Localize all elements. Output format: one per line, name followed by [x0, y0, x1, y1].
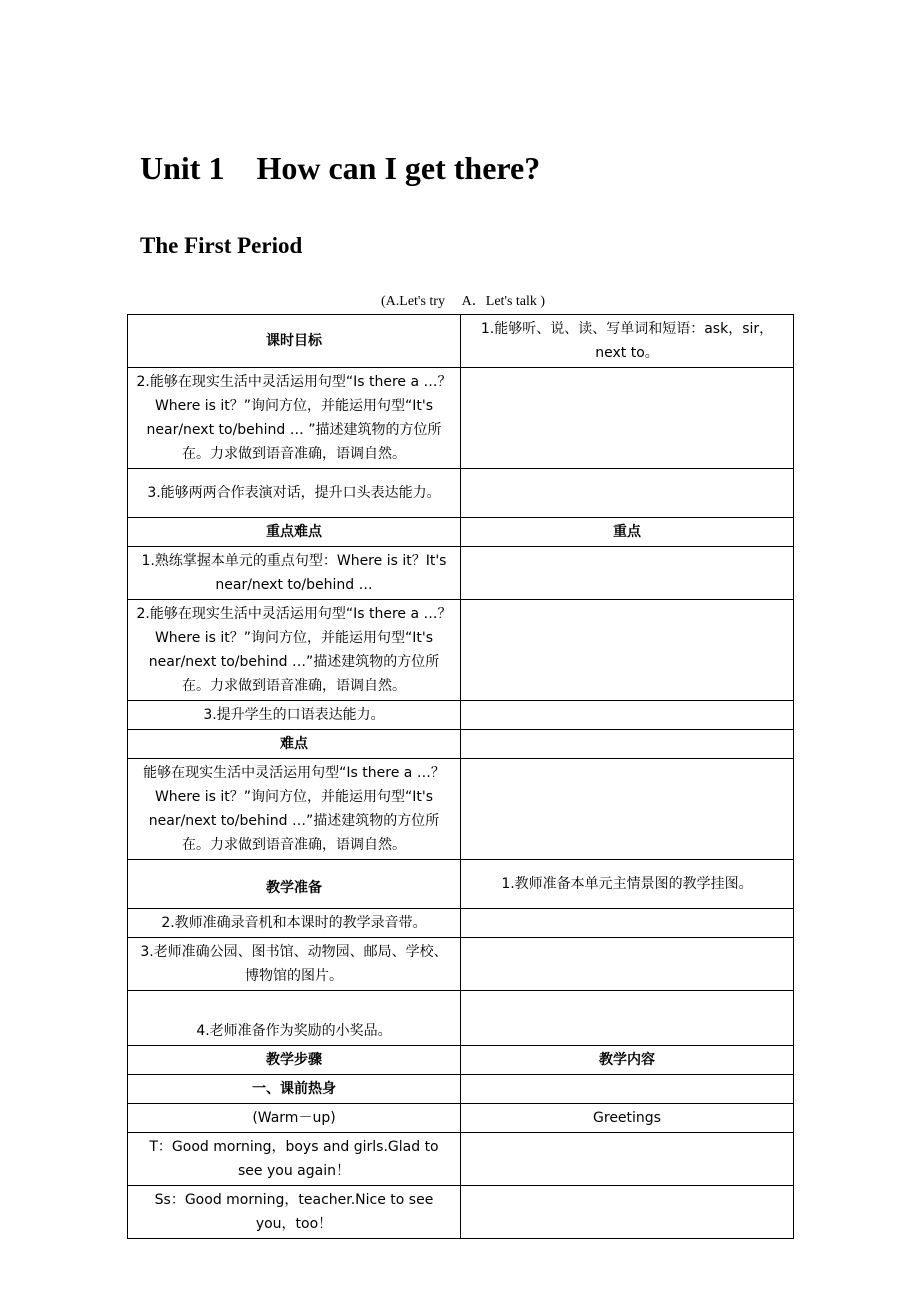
table-cell	[461, 547, 794, 600]
table-cell: 3.老师准确公园、图书馆、动物园、邮局、学校、博物馆的图片。	[128, 938, 461, 991]
table-row	[128, 1075, 794, 1104]
table-cell	[461, 368, 794, 469]
table-cell: 难点	[128, 730, 461, 759]
table-cell: 1.熟练掌握本单元的重点句型：Where is it？It's near/next to/behind …	[128, 547, 461, 600]
table-cell	[461, 701, 794, 730]
table-cell: 能够在现实生活中灵活运用句型“Is there a …？Where is it？”询问方位，并能运用句型“It's near/next to/behind …”描述建筑物的方位所在。力求做到语音准确，语调自然。	[128, 759, 461, 860]
table-row	[128, 759, 794, 860]
table-row	[128, 1104, 794, 1133]
table-cell: 教学内容	[461, 1046, 794, 1075]
table-cell: 1.能够听、说、读、写单词和短语：ask，sir，next to。	[461, 315, 794, 368]
table-cell: 课时目标	[128, 315, 461, 368]
table-cell: 教学准备	[128, 860, 461, 909]
table-row	[128, 315, 794, 368]
table-cell: 2.教师准确录音机和本课时的教学录音带。	[128, 909, 461, 938]
table-cell: 2.能够在现实生活中灵活运用句型“Is there a …？Where is it？”询问方位，并能运用句型“It's near/next to/behind … ”描述建筑物的方位所在。力求做到语音准确，语调自然。	[128, 368, 461, 469]
table-cell: Greetings	[461, 1104, 794, 1133]
table-cell: (Warm－up)	[128, 1104, 461, 1133]
table-cell	[461, 991, 794, 1046]
table-cell	[461, 938, 794, 991]
table-row	[128, 860, 794, 909]
period-title: The First Period	[140, 233, 303, 258]
table-cell	[461, 1186, 794, 1239]
table-cell: 3.能够两两合作表演对话，提升口头表达能力。	[128, 469, 461, 518]
table-row	[128, 600, 794, 701]
table-cell: 教学步骤	[128, 1046, 461, 1075]
table-cell	[461, 909, 794, 938]
table-cell	[461, 469, 794, 518]
table-row	[128, 1046, 794, 1075]
table-cell: 2.能够在现实生活中灵活运用句型“Is there a …？Where is it？”询问方位，并能运用句型“It's near/next to/behind …”描述建筑物的方位所在。力求做到语音准确，语调自然。	[128, 600, 461, 701]
table-cell: 4.老师准备作为奖励的小奖品。	[128, 991, 461, 1046]
table-row	[128, 368, 794, 469]
table-cell: 重点难点	[128, 518, 461, 547]
table-row	[128, 909, 794, 938]
table-cell: T：Good morning，boys and girls.Glad to see you again！	[128, 1133, 461, 1186]
table-row	[128, 938, 794, 991]
page-title: Unit 1 How can I get there?	[140, 150, 541, 186]
table-row	[128, 518, 794, 547]
table-cell	[461, 600, 794, 701]
table-row	[128, 1133, 794, 1186]
table-row	[128, 730, 794, 759]
table-row	[128, 469, 794, 518]
lesson-subheading: (A.Let's try A．Let's talk )	[381, 294, 546, 309]
table-cell: 重点	[461, 518, 794, 547]
table-row	[128, 1186, 794, 1239]
table-row	[128, 547, 794, 600]
table-cell	[461, 1075, 794, 1104]
table-cell: 3.提升学生的口语表达能力。	[128, 701, 461, 730]
table-cell	[461, 730, 794, 759]
lesson-plan-table	[127, 314, 794, 1239]
table-cell	[461, 1133, 794, 1186]
table-cell	[461, 759, 794, 860]
table-cell: 1.教师准备本单元主情景图的教学挂图。	[461, 860, 794, 909]
table-row	[128, 701, 794, 730]
table-cell: 一、课前热身	[128, 1075, 461, 1104]
table-row	[128, 991, 794, 1046]
table-cell: Ss：Good morning，teacher.Nice to see you，too！	[128, 1186, 461, 1239]
